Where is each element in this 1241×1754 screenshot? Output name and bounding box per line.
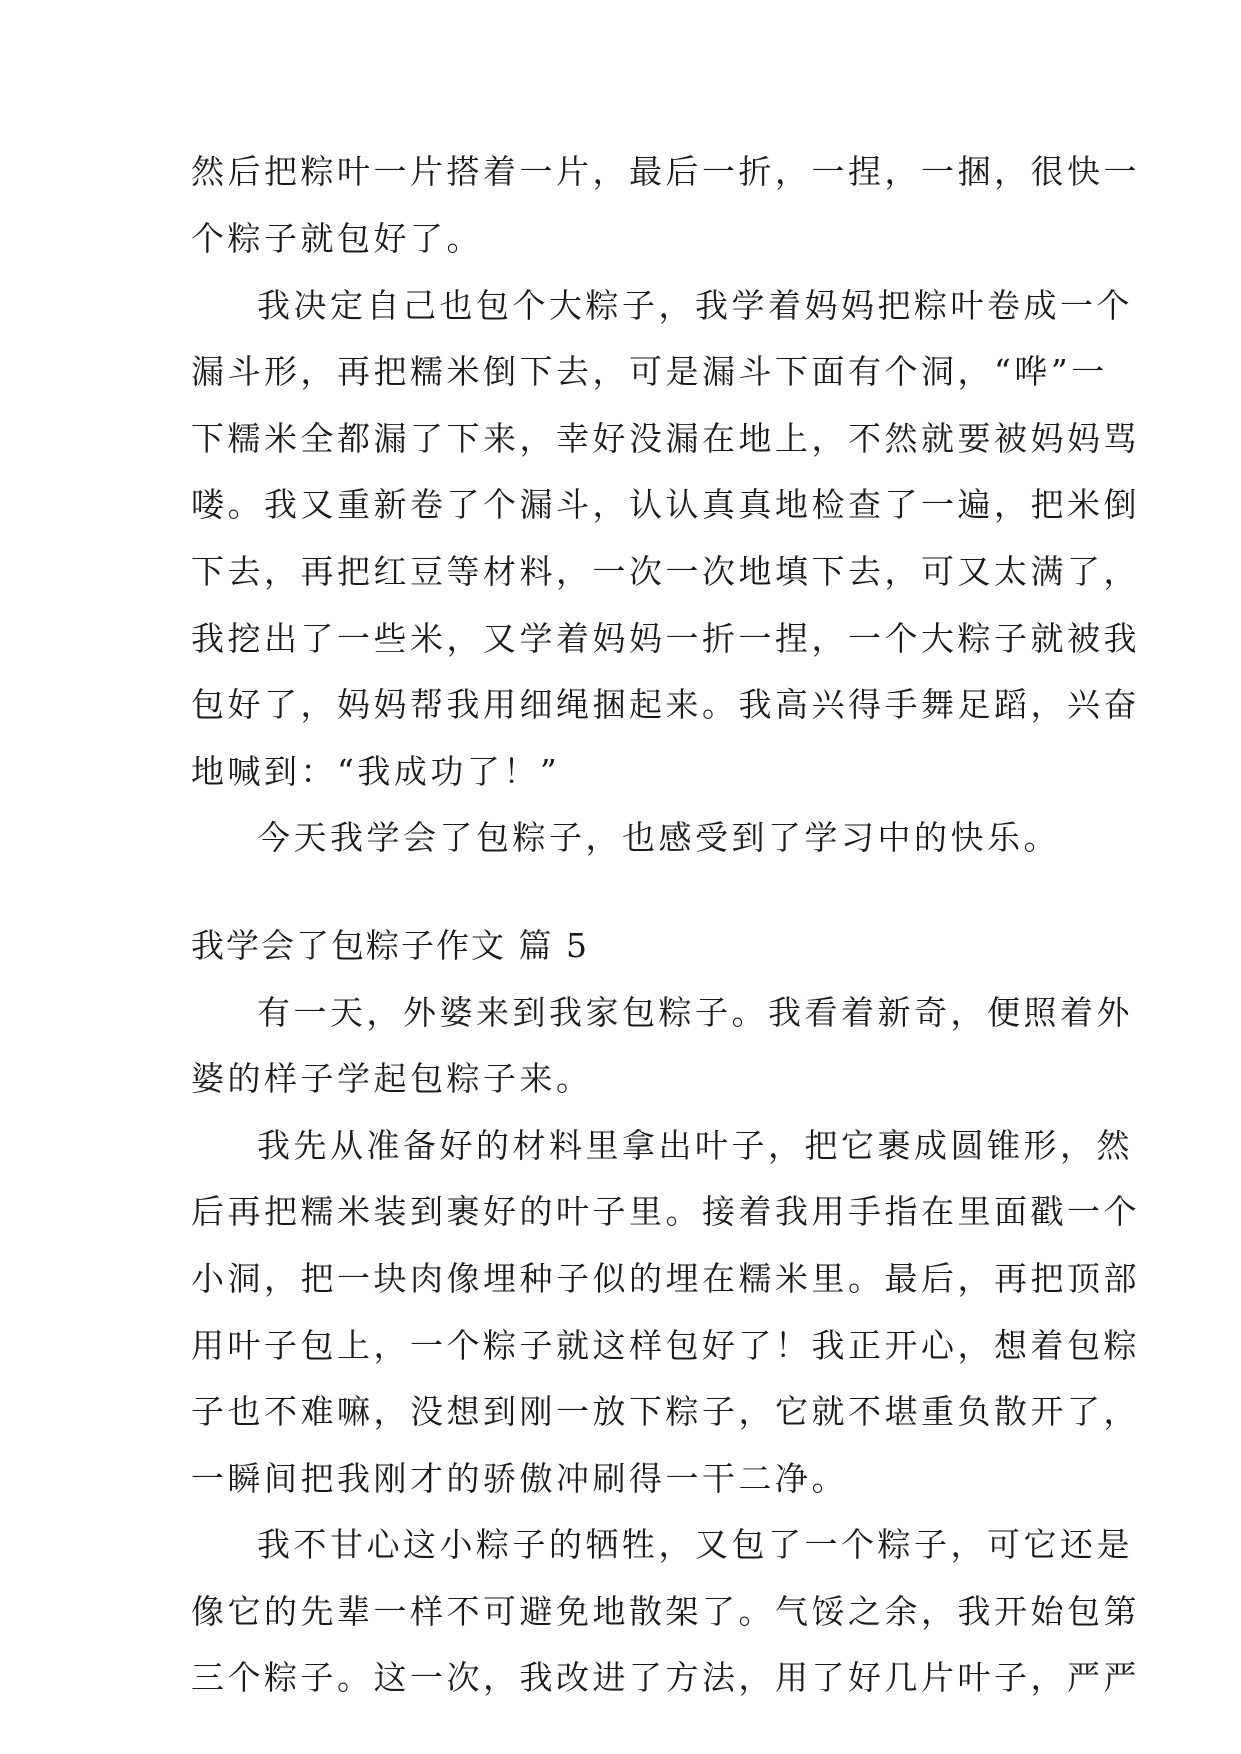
paragraph-line: 地喊到：“我成功了！” bbox=[191, 752, 561, 791]
paragraph-line: 我不甘心这小粽子的牺牲，又包了一个粽子，可它还是 bbox=[257, 1525, 1133, 1564]
paragraph-line: 三个粽子。这一次，我改进了方法，用了好几片叶子，严严 bbox=[191, 1658, 1140, 1697]
paragraph-line: 我挖出了一些米，又学着妈妈一折一捏，一个大粽子就被我 bbox=[191, 619, 1140, 658]
paragraph-line: 像它的先辈一样不可避免地散架了。气馁之余，我开始包第 bbox=[191, 1592, 1140, 1631]
paragraph-line: 然后把粽叶一片搭着一片，最后一折，一捏，一捆，很快一 bbox=[191, 152, 1140, 191]
paragraph-line: 下去，再把红豆等材料，一次一次地填下去，可又太满了， bbox=[191, 552, 1140, 591]
paragraph-line: 我决定自己也包个大粽子，我学着妈妈把粽叶卷成一个 bbox=[257, 286, 1133, 325]
paragraph-line: 一瞬间把我刚才的骄傲冲刷得一干二净。 bbox=[191, 1459, 848, 1498]
paragraph-line: 子也不难嘛，没想到刚一放下粽子，它就不堪重负散开了， bbox=[191, 1392, 1140, 1431]
paragraph-line: 婆的样子学起包粽子来。 bbox=[191, 1059, 593, 1098]
paragraph-line: 喽。我又重新卷了个漏斗，认认真真地检查了一遍，把米倒 bbox=[191, 485, 1140, 524]
paragraph-line: 下糯米全都漏了下来，幸好没漏在地上，不然就要被妈妈骂 bbox=[191, 419, 1140, 458]
paragraph-line: 包好了，妈妈帮我用细绳捆起来。我高兴得手舞足蹈，兴奋 bbox=[191, 685, 1140, 724]
paragraph-line: 小洞，把一块肉像埋种子似的埋在糯米里。最后，再把顶部 bbox=[191, 1259, 1140, 1298]
paragraph-line: 个粽子就包好了。 bbox=[191, 219, 483, 258]
paragraph-line: 我先从准备好的材料里拿出叶子，把它裹成圆锥形，然 bbox=[257, 1126, 1133, 1165]
paragraph-line: 用叶子包上，一个粽子就这样包好了！我正开心，想着包粽 bbox=[191, 1326, 1140, 1365]
paragraph-line: 漏斗形，再把糯米倒下去，可是漏斗下面有个洞，“哗”一 bbox=[191, 352, 1108, 391]
paragraph-line: 今天我学会了包粽子，也感受到了学习中的快乐。 bbox=[257, 818, 1060, 857]
paragraph-line: 后再把糯米装到裹好的叶子里。接着我用手指在里面戳一个 bbox=[191, 1192, 1140, 1231]
paragraph-line: 有一天，外婆来到我家包粽子。我看着新奇，便照着外 bbox=[257, 993, 1133, 1032]
section-heading: 我学会了包粽子作文 篇 5 bbox=[191, 926, 589, 965]
